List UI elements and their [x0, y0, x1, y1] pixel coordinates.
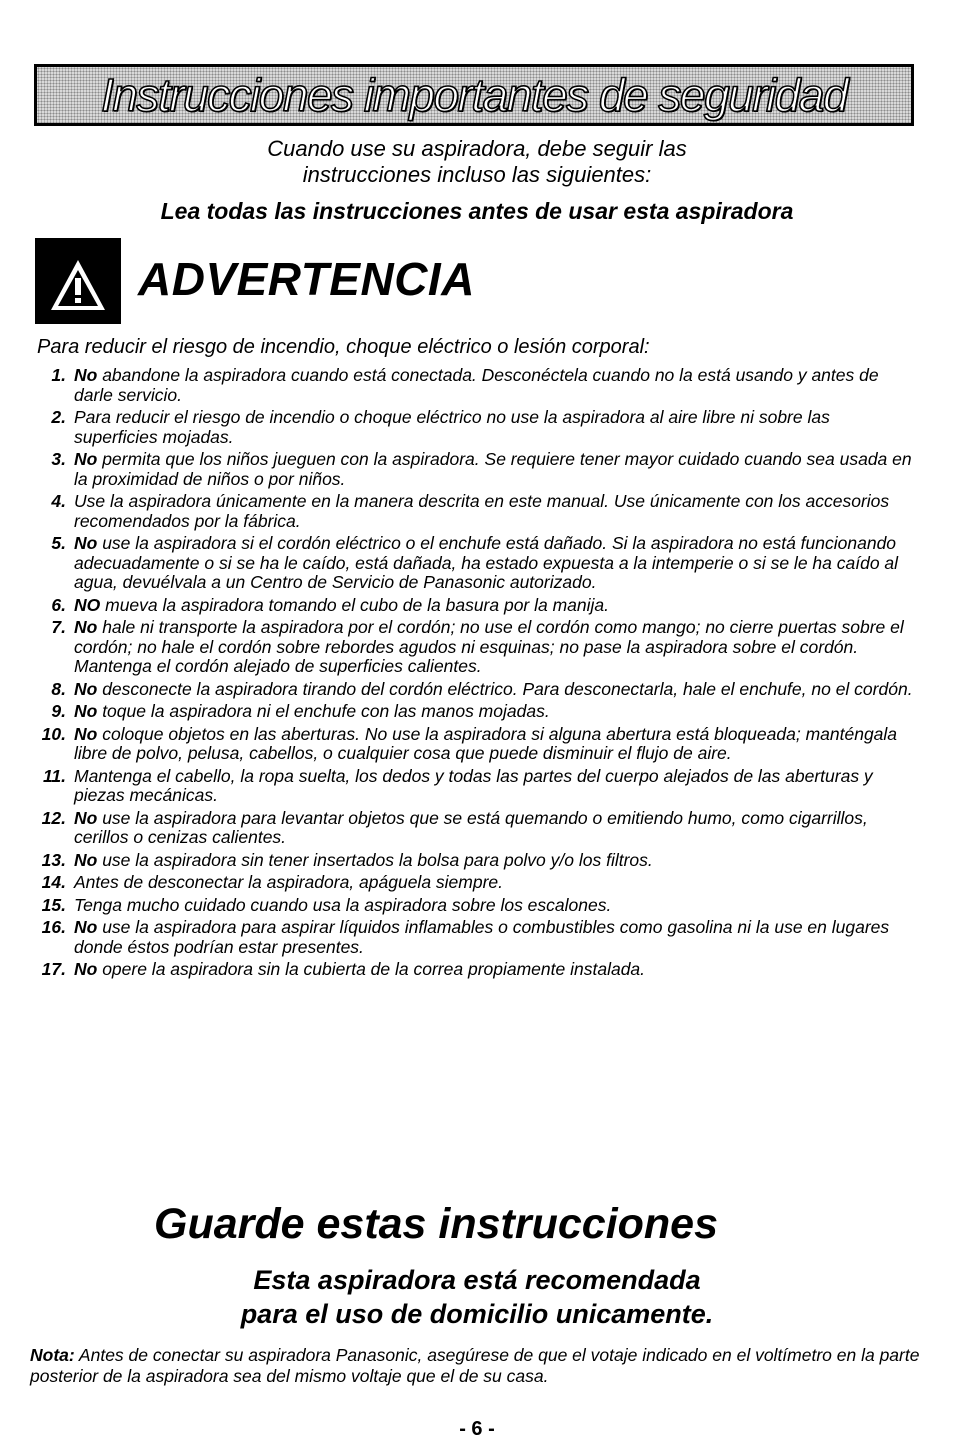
item-text [74, 851, 914, 871]
item-text [74, 896, 914, 916]
list-item [0, 492, 954, 531]
item-body: permita que los niños jueguen con la aspiradora. Se requiere tener mayor cuidado cuando sea usada en la proximidad de niños o por niños. [74, 449, 912, 489]
safety-instructions-list [0, 366, 954, 983]
note-label: Nota: [30, 1345, 75, 1365]
read-instructions-heading: Lea todas las instrucciones antes de usar esta aspiradora [160, 198, 794, 224]
page-number: - 6 - [459, 1418, 495, 1440]
item-emphasis: No [74, 617, 98, 637]
list-item [0, 408, 954, 447]
list-item [0, 725, 954, 764]
item-body: Mantenga el cabello, la ropa suelta, los dedos y todas las partes del cuerpo alejados de las aberturas y piezas mecánicas. [74, 765, 873, 805]
item-body: use la aspiradora sin tener insertados la bolsa para polvo y/o los filtros. [97, 849, 653, 870]
item-emphasis: NO [74, 594, 101, 615]
item-body: coloque objetos en las aberturas. No use la aspiradora si alguna abertura está bloqueada; manténgala libre de polvo, pelusa, cabellos, o cualquier cosa que puede disminuir el flujo de aire. [74, 723, 898, 763]
item-number: 4. [51, 491, 66, 511]
item-emphasis: No [74, 849, 98, 870]
item-body: Antes de desconectar la aspiradora, apáguela siempre. [74, 872, 504, 892]
item-text [74, 408, 914, 447]
item-text [74, 680, 914, 700]
intro-line-2: instrucciones incluso las siguientes: [302, 162, 652, 187]
note-text: Antes de conectar su aspiradora Panasonic, asegúrese de que el votaje indicado en el voltímetro en la parte posterior de la aspiradora sea del mismo voltaje que el de su casa. [30, 1345, 920, 1386]
item-body: use la aspiradora para aspirar líquidos inflamables o combustibles como gasolina ni la use en lugares donde éstos podrían estar presentes. [74, 917, 890, 957]
list-item [0, 702, 954, 722]
item-number: 5. [51, 533, 66, 553]
item-emphasis: No [74, 365, 98, 385]
household-use-line-2: para el uso de domicilio unicamente. [240, 1299, 714, 1329]
item-text [74, 492, 914, 531]
item-number: 10. [41, 723, 66, 744]
item-text [74, 618, 914, 677]
item-number: 16. [41, 917, 66, 937]
list-item [0, 596, 954, 616]
item-number: 12. [41, 807, 66, 828]
item-text [74, 534, 914, 593]
voltage-note [30, 1345, 920, 1387]
intro-line-1: Cuando use su aspiradora, debe seguir las [267, 136, 687, 161]
list-item [0, 618, 954, 677]
household-use-line-1: Esta aspiradora está recomendada [253, 1265, 701, 1295]
item-text [74, 918, 914, 957]
item-text [74, 702, 914, 722]
item-text [74, 366, 914, 405]
item-body: mueva la aspiradora tomando el cubo de la basura por la manija. [100, 594, 610, 615]
item-body: toque la aspiradora ni el enchufe con las manos mojadas. [97, 701, 550, 721]
list-item [0, 680, 954, 700]
page-title: Instrucciones importantes de seguridad [101, 69, 847, 121]
warning-heading: ADVERTENCIA [138, 253, 475, 305]
item-body: desconecte la aspiradora tirando del cordón eléctrico. Para desconectarla, hale el enchufe, no el cordón. [97, 678, 913, 699]
title-banner [34, 64, 914, 126]
list-item [0, 896, 954, 916]
item-text [74, 725, 914, 764]
item-body: Para reducir el riesgo de incendio o choque eléctrico no use la aspiradora al aire libre ni sobre las superficies mojadas. [74, 407, 830, 447]
item-number: 1. [51, 365, 66, 385]
item-number: 3. [51, 449, 66, 469]
list-item [0, 960, 954, 980]
item-number: 9. [51, 701, 66, 721]
item-body: Tenga mucho cuidado cuando usa la aspiradora sobre los escalones. [74, 894, 612, 915]
item-emphasis: No [74, 678, 98, 699]
item-emphasis: No [74, 449, 98, 469]
list-item [0, 873, 954, 893]
item-number: 6. [51, 594, 66, 615]
list-item [0, 767, 954, 806]
save-instructions-heading: Guarde estas instrucciones [154, 1200, 718, 1248]
item-emphasis: No [74, 723, 98, 744]
item-body: use la aspiradora para levantar objetos que se está quemando o emitiendo humo, como cigarrillos, cerillos o cenizas calientes. [74, 807, 868, 847]
item-text [74, 960, 914, 980]
item-number: 17. [41, 959, 66, 979]
item-emphasis: No [74, 533, 98, 553]
item-text [74, 873, 914, 893]
list-item [0, 450, 954, 489]
item-emphasis: No [74, 959, 98, 979]
warning-intro: Para reducir el riesgo de incendio, choque eléctrico o lesión corporal: [37, 336, 650, 358]
item-text [74, 596, 914, 616]
item-text [74, 450, 914, 489]
list-item [0, 809, 954, 848]
warning-icon [35, 238, 121, 324]
item-number: 13. [41, 849, 66, 870]
item-emphasis: No [74, 807, 98, 828]
household-use-notice [0, 1263, 954, 1331]
item-number: 8. [51, 678, 66, 699]
item-number: 11. [42, 765, 66, 786]
item-number: 7. [51, 617, 66, 637]
item-body: hale ni transporte la aspiradora por el cordón; no use el cordón como mango; no cierre puertas sobre el cordón; no hale el cordón sobre rebordes agudos ni esquinas; no pase la aspiradora sobre el cordón. Mantenga el cordón alejado de superficies calientes. [74, 617, 904, 676]
item-body: opere la aspiradora sin la cubierta de la correa propiamente instalada. [97, 959, 646, 979]
list-item [0, 366, 954, 405]
list-item [0, 851, 954, 871]
item-text [74, 809, 914, 848]
list-item [0, 534, 954, 593]
item-emphasis: No [74, 917, 98, 937]
item-number: 2. [51, 407, 66, 427]
item-body: abandone la aspiradora cuando está conectada. Desconéctela cuando no la está usando y antes de darle servicio. [74, 365, 879, 405]
item-text [74, 767, 914, 806]
item-number: 15. [41, 894, 66, 915]
intro-text [0, 136, 954, 188]
item-number: 14. [41, 872, 66, 892]
item-body: use la aspiradora si el cordón eléctrico o el enchufe está dañado. Si la aspiradora no está funcionando adecuadamente o si se ha le caído, está dañada, ha estado expuesta a la intemperie o si se le ha caído al agua, devuélvala a un Centro de Servicio de Panasonic autorizado. [74, 533, 899, 592]
item-emphasis: No [74, 701, 98, 721]
list-item [0, 918, 954, 957]
item-body: Use la aspiradora únicamente en la manera descrita en este manual. Use únicamente con los accesorios recomendados por la fábrica. [74, 491, 890, 531]
